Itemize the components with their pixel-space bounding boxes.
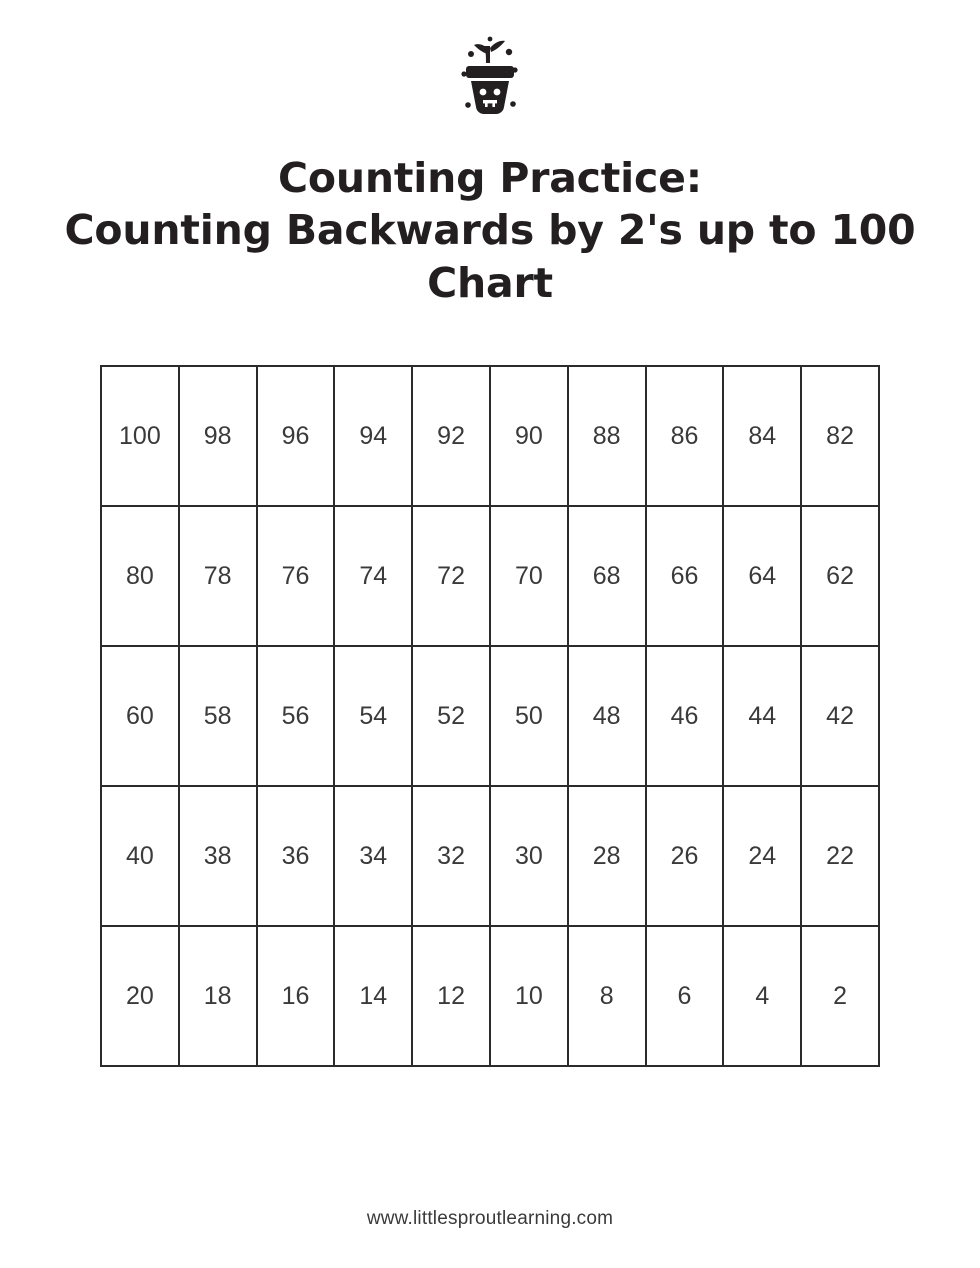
- chart-cell[interactable]: 76: [257, 506, 335, 646]
- chart-cell[interactable]: 10: [490, 926, 568, 1066]
- page-title-line-2: Counting Backwards by 2's up to 100: [64, 206, 916, 255]
- chart-cell[interactable]: 28: [568, 786, 646, 926]
- table-row: [101, 646, 879, 786]
- chart-cell[interactable]: 4: [723, 926, 801, 1066]
- page-title-line-1: Counting Practice:: [278, 154, 702, 202]
- page-title: [60, 152, 920, 309]
- chart-cell[interactable]: 90: [490, 366, 568, 506]
- chart-cell[interactable]: 40: [101, 786, 179, 926]
- chart-cell[interactable]: 16: [257, 926, 335, 1066]
- chart-cell[interactable]: 64: [723, 506, 801, 646]
- counting-chart: [100, 365, 880, 1067]
- chart-cell[interactable]: 58: [179, 646, 257, 786]
- chart-cell[interactable]: 92: [412, 366, 490, 506]
- chart-cell[interactable]: 94: [334, 366, 412, 506]
- page-title-line-3: Chart: [427, 258, 553, 307]
- chart-cell[interactable]: 86: [646, 366, 724, 506]
- chart-cell[interactable]: 74: [334, 506, 412, 646]
- chart-cell[interactable]: 26: [646, 786, 724, 926]
- chart-cell[interactable]: 72: [412, 506, 490, 646]
- chart-cell[interactable]: 82: [801, 366, 879, 506]
- table-row: [101, 506, 879, 646]
- chart-cell[interactable]: 50: [490, 646, 568, 786]
- chart-cell[interactable]: 68: [568, 506, 646, 646]
- chart-cell[interactable]: 66: [646, 506, 724, 646]
- chart-cell[interactable]: 20: [101, 926, 179, 1066]
- chart-cell[interactable]: 70: [490, 506, 568, 646]
- chart-cell[interactable]: 22: [801, 786, 879, 926]
- chart-cell[interactable]: 52: [412, 646, 490, 786]
- chart-cell[interactable]: 98: [179, 366, 257, 506]
- sprout-in-pot-logo-icon: [430, 30, 550, 130]
- chart-cell[interactable]: 2: [801, 926, 879, 1066]
- table-row: [101, 366, 879, 506]
- table-row: [101, 926, 879, 1066]
- chart-cell[interactable]: 100: [101, 366, 179, 506]
- footer-website: www.littlesproutlearning.com: [366, 1208, 614, 1229]
- chart-cell[interactable]: 42: [801, 646, 879, 786]
- chart-cell[interactable]: 12: [412, 926, 490, 1066]
- chart-cell[interactable]: 56: [257, 646, 335, 786]
- chart-cell[interactable]: 38: [179, 786, 257, 926]
- chart-cell[interactable]: 48: [568, 646, 646, 786]
- chart-cell[interactable]: 8: [568, 926, 646, 1066]
- chart-cell[interactable]: 18: [179, 926, 257, 1066]
- chart-cell[interactable]: 80: [101, 506, 179, 646]
- chart-cell[interactable]: 54: [334, 646, 412, 786]
- chart-cell[interactable]: 32: [412, 786, 490, 926]
- chart-cell[interactable]: 96: [257, 366, 335, 506]
- chart-cell[interactable]: 36: [257, 786, 335, 926]
- chart-cell[interactable]: 6: [646, 926, 724, 1066]
- chart-cell[interactable]: 24: [723, 786, 801, 926]
- chart-cell[interactable]: 84: [723, 366, 801, 506]
- chart-cell[interactable]: 78: [179, 506, 257, 646]
- chart-cell[interactable]: 14: [334, 926, 412, 1066]
- chart-cell[interactable]: 62: [801, 506, 879, 646]
- chart-cell[interactable]: 46: [646, 646, 724, 786]
- chart-cell[interactable]: 30: [490, 786, 568, 926]
- chart-cell[interactable]: 88: [568, 366, 646, 506]
- chart-cell[interactable]: 60: [101, 646, 179, 786]
- table-row: [101, 786, 879, 926]
- chart-cell[interactable]: 44: [723, 646, 801, 786]
- chart-body: [101, 366, 879, 1066]
- chart-cell[interactable]: 34: [334, 786, 412, 926]
